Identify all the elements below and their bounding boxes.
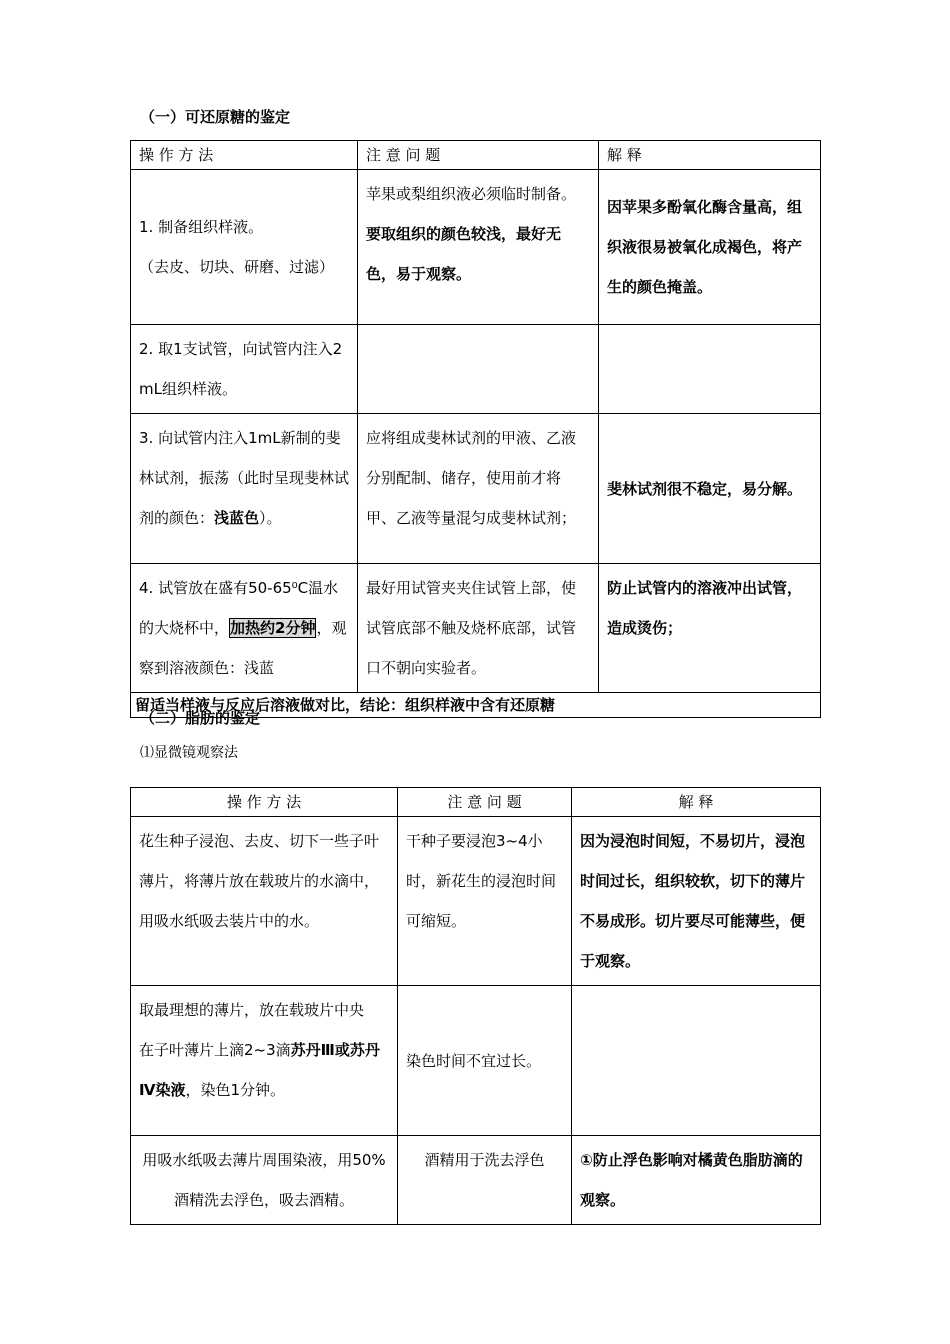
fat-identification-table — [130, 787, 821, 1225]
color-label: 浅蓝色 — [214, 509, 260, 527]
table-row — [131, 817, 821, 986]
explain-cell: 防止试管内的溶液冲出试管，造成烫伤； — [599, 564, 821, 693]
reducing-sugar-table — [130, 140, 821, 718]
table-row — [131, 170, 821, 325]
table-row — [131, 325, 821, 414]
explain-cell: 因苹果多酚氧化酶含量高，组织液很易被氧化成褐色，将产生的颜色掩盖。 — [599, 170, 821, 325]
note-text: 要取组织的颜色较浅，最好无色，易于观察。 — [366, 225, 562, 283]
note-cell: 染色时间不宜过长。 — [398, 986, 572, 1136]
explain-cell: 因为浸泡时间短，不易切片，浸泡时间过长，组织较软，切下的薄片不易成形。切片要尽可能薄些，便于观察。 — [572, 817, 821, 986]
note-cell — [358, 325, 599, 414]
header-method: 操 作 方 法 — [131, 788, 398, 817]
conclusion-text: 留适当样液与反应后溶液做对比，结论：组织样液中含有还原糖 — [131, 693, 821, 718]
section2-subtitle: ⑴显微镜观察法 — [140, 745, 238, 761]
header-explain: 解 释 — [599, 141, 821, 170]
method-text: 取最理想的薄片，放在载玻片中央 — [139, 1001, 365, 1019]
note-text: 苹果或梨组织液必须临时制备。 — [366, 185, 577, 203]
note-cell: 应将组成斐林试剂的甲液、乙液分别配制、储存，使用前才将甲、乙液等量混匀成斐林试剂； — [358, 414, 599, 564]
method-text: 取1支试管，向试管内注入2mL组织样液。 — [139, 340, 343, 398]
explain-cell — [599, 325, 821, 414]
method-text: 4. 试管放在盛有50-65⁰C温水的大烧杯中， — [139, 579, 339, 637]
table-row — [131, 414, 821, 564]
method-cell — [131, 170, 358, 325]
table-row — [131, 986, 821, 1136]
method-text: 1. 制备组织样液。 — [139, 218, 264, 236]
section2-title: （二）脂肪的鉴定 — [140, 709, 261, 727]
explain-cell: ①防止浮色影响对橘黄色脂肪滴的观察。 — [572, 1136, 821, 1225]
note-cell — [358, 170, 599, 325]
method-cell: 花生种子浸泡、去皮、切下一些子叶薄片，将薄片放在载玻片的水滴中，用吸水纸吸去装片中的水。 — [131, 817, 398, 986]
table-header-row — [131, 788, 821, 817]
method-cell: 2. 取1支试管，向试管内注入2mL组织样液。 — [131, 325, 358, 414]
method-text: 向试管内注入1mL新制的斐林试剂，振荡（此时呈现斐林试剂的颜色： — [139, 429, 350, 527]
explain-cell: 斐林试剂很不稳定，易分解。 — [599, 414, 821, 564]
method-cell: 用吸水纸吸去薄片周围染液，用50%酒精洗去浮色，吸去酒精。 — [131, 1136, 398, 1225]
method-cell: 3. 向试管内注入1mL新制的斐林试剂，振荡（此时呈现斐林试剂的颜色：浅蓝色）。 — [131, 414, 358, 564]
table-row — [131, 564, 821, 693]
header-explain: 解 释 — [572, 788, 821, 817]
note-cell: 酒精用于洗去浮色 — [398, 1136, 572, 1225]
stain-name: 苏丹Ⅲ或苏丹Ⅳ染液 — [139, 1041, 380, 1099]
explain-cell — [572, 986, 821, 1136]
header-method: 操 作 方 法 — [131, 141, 358, 170]
highlighted-text: 加热约2分钟 — [230, 619, 316, 637]
header-note: 注 意 问 题 — [398, 788, 572, 817]
table-row — [131, 1136, 821, 1225]
method-cell: 取最理想的薄片，放在载玻片中央 在子叶薄片上滴2~3滴苏丹Ⅲ或苏丹Ⅳ染液，染色1分钟。 — [131, 986, 398, 1136]
method-cell: 4. 试管放在盛有50-65⁰C温水的大烧杯中，加热约2分钟，观察到溶液颜色：浅蓝 — [131, 564, 358, 693]
method-text: （去皮、切块、研磨、过滤） — [139, 258, 335, 276]
note-cell: 最好用试管夹夹住试管上部，使试管底部不触及烧杯底部，试管口不朝向实验者。 — [358, 564, 599, 693]
note-cell: 干种子要浸泡3~4小时，新花生的浸泡时间可缩短。 — [398, 817, 572, 986]
header-note: 注 意 问 题 — [358, 141, 599, 170]
table-header-row — [131, 141, 821, 170]
section1-title: （一）可还原糖的鉴定 — [140, 108, 291, 126]
